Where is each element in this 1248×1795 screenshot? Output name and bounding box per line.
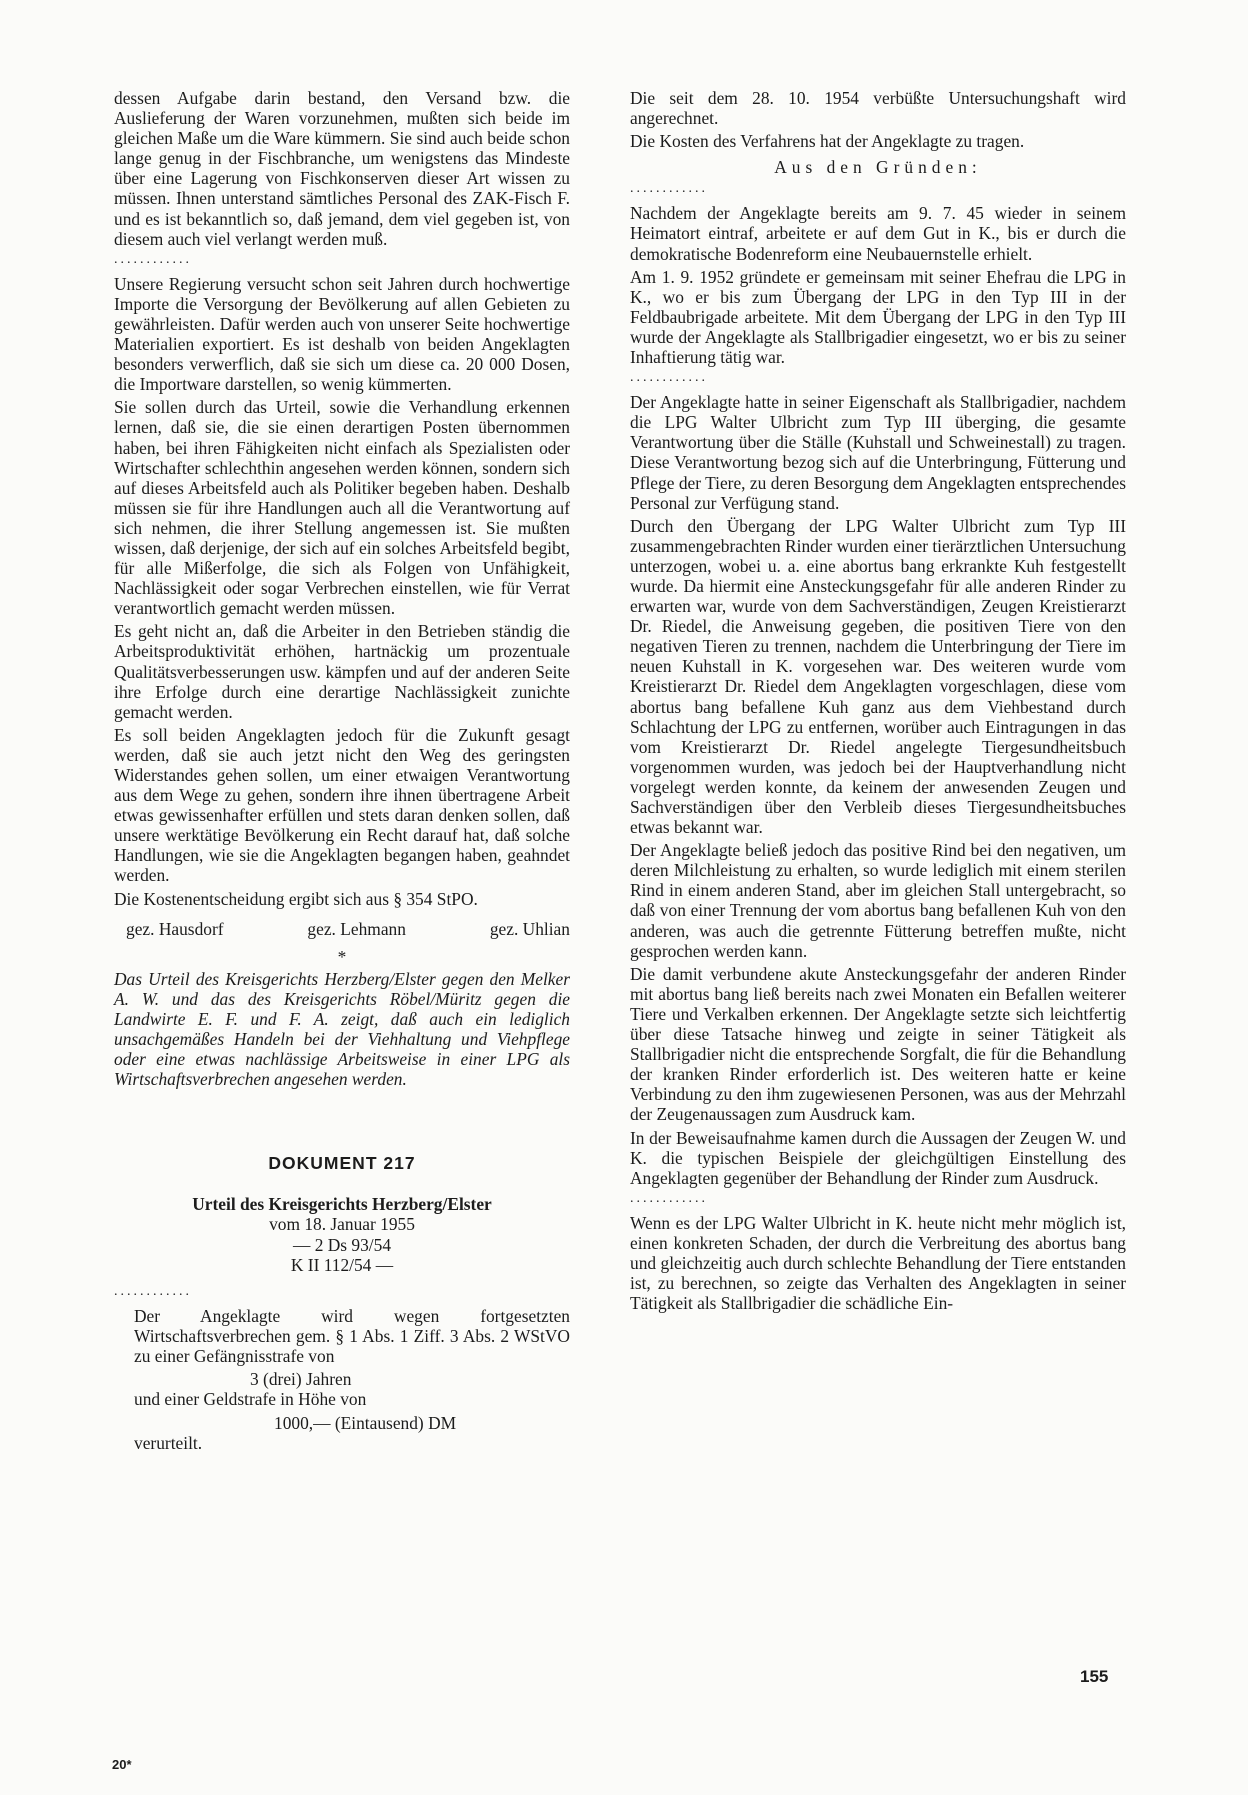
document-title: DOKUMENT 217 <box>268 1153 416 1174</box>
paragraph: Es soll beiden Angeklagten jedoch für die Zukunft gesagt werden, daß sie auch jetzt nicht den Weg des geringsten Widerstandes gehen sollen, um einer etwaigen Verantwortung aus dem Wege zu gehen, sondern ihre ihnen übertragene Arbeit etwas gewissenhafter erfüllen und stets daran denken sollen, daß unsere werktätige Bevölkerung ein Recht darauf hat, daß solche Handlungen, wie sie die Angeklagten begangen haben, geahndet werden. <box>114 724 570 886</box>
verdict-line: und einer Geldstrafe in Höhe von <box>134 1388 367 1409</box>
verdict-line: verurteilt. <box>134 1433 203 1454</box>
section-heading: Aus den Gründen: <box>774 157 982 178</box>
signature: gez. Uhlian <box>489 918 570 939</box>
court-name: Urteil des Kreisgerichts Herzberg/Elster <box>192 1193 492 1214</box>
signature: gez. Lehmann <box>307 918 406 939</box>
verdict-line: Der Angeklagte wird wegen fortgesetzten Wirtschaftsverbrechen gem. § 1 Abs. 1 Ziff. 3 Abs. 2 WStVO zu einer Gefängnisstrafe von <box>134 1305 570 1366</box>
ellipsis-separator: ............ <box>114 251 192 267</box>
case-reference: — 2 Ds 93/54 <box>292 1234 392 1255</box>
document-header <box>114 1153 570 1275</box>
paragraph: Durch den Übergang der LPG Walter Ulbricht zum Typ III zusammengebrachten Rinder wurden einer tierärztlichen Untersuchung unterzogen, wobei u. a. eine abortus bang erkrankte Kuh festgestellt wurde. Da hiermit eine Ansteckungsgefahr für alle anderen Rinder zu erwarten war, wurde von dem Sachverständigen, Zeugen Kreistierarzt Dr. Riedel, die Anweisung gegeben, die positiven Tiere von den negativen Tieren zu trennen, nachdem die Unterbringung der Tiere im neuen Kuhstall in K. vorgesehen war. Des weiteren wurde vom Kreistierarzt Dr. Riedel dem Angeklagten vorgeschlagen, diese vom abortus bang befallene Kuh ganz aus dem Viehbestand durch Schlachtung der LPG zu entfernen, worüber auch Eintragungen in das vom Kreistierarzt Dr. Riedel angelegte Tiergesundheitsbuch vorgenommen wurden, was jedoch bei der Hauptverhandlung nicht vorgelegt werden konnte, da keinem der anwesenden Zeugen und Sachverständigen über den Verbleib dieses Tiergesundheitsbuches etwas bekannt war. <box>630 515 1126 838</box>
ellipsis-separator: ............ <box>630 1190 708 1206</box>
section-star: * <box>337 946 347 967</box>
case-reference: K II 112/54 — <box>290 1255 394 1275</box>
editorial-commentary: Das Urteil des Kreisgerichts Herzberg/Elster gegen den Melker A. W. und das des Kreisgerichts Röbel/Müritz gegen die Landwirte E. F. und F. A. zeigt, daß auch ein lediglich unsachgemäßes Handeln bei der Viehhaltung und Viehpflege oder eine etwas nachlässige Arbeitsweise in einer LPG als Wirtschaftsverbrechen angesehen werden. <box>114 968 570 1090</box>
paragraph: Sie sollen durch das Urteil, sowie die Verhandlung erkennen lernen, daß sie, die sie einen derartigen Posten übernommen haben, bei ihren Fähigkeiten nicht einfach als Spezialisten oder Wirtschafter schlechthin angesehen werden können, sondern sich auf dieses Arbeitsfeld auch als Politiker begeben haben. Deshalb müssen sie für ihre Handlungen auch all die Verantwortung auf sich nehmen, die ihrer Stellung angemessen ist. Sie mußten wissen, daß derjenige, der sich auf ein solches Arbeitsfeld begibt, für alle Mißerfolge, die sich als Folgen von Unfähigkeit, Nachlässigkeit oder sogar Verbrechen einstellen, wie für Verrat verantwortlich gemacht werden müssen. <box>114 397 570 619</box>
paragraph: dessen Aufgabe darin bestand, den Versand bzw. die Auslieferung der Waren vorzunehmen, mußten sich beide im gleichen Maße um die Ware kümmern. Sie sind auch beide schon lange genug in der Fischbranche, um wenigstens das Mindeste über eine Lagerung von Fischkonserven dieser Art wissen zu müssen. Ihnen unterstand sämtliches Personal des ZAK-Fisch F. und es ist bekanntlich so, daß jemand, dem viel gegeben ist, von diesem auch viel verlangt werden muß. <box>114 88 570 249</box>
paragraph: Die seit dem 28. 10. 1954 verbüßte Untersuchungshaft wird angerechnet. <box>630 88 1126 129</box>
paragraph: Die damit verbundene akute Ansteckungsgefahr der anderen Rinder mit abortus bang ließ bereits nach zwei Monaten ein Befallen weiterer Tiere und Verkalben erkennen. Der Angeklagte setzte sich leichtfertig über diese Tatsache hinweg und zeigte in seiner Tätigkeit als Stallbrigadier nicht die entsprechende Sorgfalt, die für die Behandlung der kranken Rinder erforderlich ist. Des weiteren hatte er keine Verbindung zu den ihm zugewiesenen Personen, was aus der Mehrzahl der Zeugenaussagen zum Ausdruck kam. <box>630 963 1126 1125</box>
paragraph: In der Beweisaufnahme kamen durch die Aussagen der Zeugen W. und K. die typischen Beispiele der gleichgültigen Einstellung des Angeklagten gegenüber der Behandlung der Rinder zum Ausdruck. <box>630 1127 1126 1188</box>
ellipsis-separator: ............ <box>630 370 708 386</box>
right-column <box>630 88 1126 1316</box>
paragraph: Der Angeklagte beließ jedoch das positive Rind bei den negativen, um deren Milchleistung zu erhalten, so wurde lediglich mit einem sterilen Rind in einem anderen Stand, aber im gleichen Stall untergebracht, so daß von einer Trennung der vom abortus bang befallenen Kuh von den anderen, was auch die getrennte Fütterung betreffen mußte, nicht gesprochen werden kann. <box>630 840 1126 961</box>
verdict-fine: 1000,— (Eintausend) DM <box>274 1412 457 1433</box>
paragraph: Die Kostenentscheidung ergibt sich aus § 354 StPO. <box>114 888 478 909</box>
signature-mark: 20* <box>112 1757 132 1772</box>
ellipsis-separator: ............ <box>114 1283 192 1299</box>
paragraph: Wenn es der LPG Walter Ulbricht in K. heute nicht mehr möglich ist, einen konkreten Schaden, der durch die Verbreitung des abortus bang und gleichzeitig auch durch schlechte Behandlung der Tiere entstanden ist, zu berechnen, so zeigte das Verhalten des Angeklagten in seiner Tätigkeit als Stallbrigadier die schädliche Ein- <box>630 1212 1126 1314</box>
signature: gez. Hausdorf <box>126 918 224 939</box>
paragraph: Die Kosten des Verfahrens hat der Angeklagte zu tragen. <box>630 131 1025 152</box>
paragraph: Unsere Regierung versucht schon seit Jahren durch hochwertige Importe die Versorgung der Bevölkerung auf allen Gebieten zu gewährleisten. Dafür werden auch von unserer Seite hochwertige Materialien exportiert. Es ist deshalb von beiden Angeklagten besonders verwerflich, daß sie sich um diese ca. 20 000 Dosen, die Importware darstellen, so wenig kümmerten. <box>114 273 570 395</box>
ellipsis-separator: ............ <box>630 181 708 197</box>
paragraph: Es geht nicht an, daß die Arbeiter in den Betrieben ständig die Arbeitsproduktivität erhöhen, hartnäckig um prozentuale Qualitätsverbesserungen usw. kämpfen und auf der anderen Seite ihre Erfolge durch eine derartige Nachlässigkeit zunichte gemacht werden. <box>114 621 570 722</box>
paragraph: Am 1. 9. 1952 gründete er gemeinsam mit seiner Ehefrau die LPG in K., wo er bis zum Übergang der LPG in den Typ III in der Feldbaubrigade arbeitete. Mit dem Übergang der LPG in den Typ III wurde der Angeklagte als Stallbrigadier eingesetzt, wo er bis zu seiner Inhaftierung tätig war. <box>630 266 1126 368</box>
verdict-text <box>134 1306 570 1454</box>
paragraph: Nachdem der Angeklagte bereits am 9. 7. 45 wieder in seinem Heimatort eintraf, arbeitete er auf dem Gut in K., bis er durch die demokratische Bodenreform eine Neubauernstelle erhielt. <box>630 203 1126 264</box>
page-number: 155 <box>1080 1667 1109 1686</box>
paragraph: Der Angeklagte hatte in seiner Eigenschaft als Stallbrigadier, nachdem die LPG Walter Ulbricht zum Typ III überging, die gesamte Verantwortung über die Ställe (Kuhstall und Schweinestall) zu tragen. Diese Verantwortung bezog sich auf die Unterbringung, Fütterung und Pflege der Tiere, zu deren Besorgung dem Angeklagten entsprechendes Personal zur Verfügung stand. <box>630 392 1126 513</box>
signature-line <box>126 919 570 939</box>
verdict-date: vom 18. Januar 1955 <box>269 1214 415 1234</box>
verdict-sentence: 3 (drei) Jahren <box>250 1368 352 1389</box>
left-column <box>114 88 570 1453</box>
